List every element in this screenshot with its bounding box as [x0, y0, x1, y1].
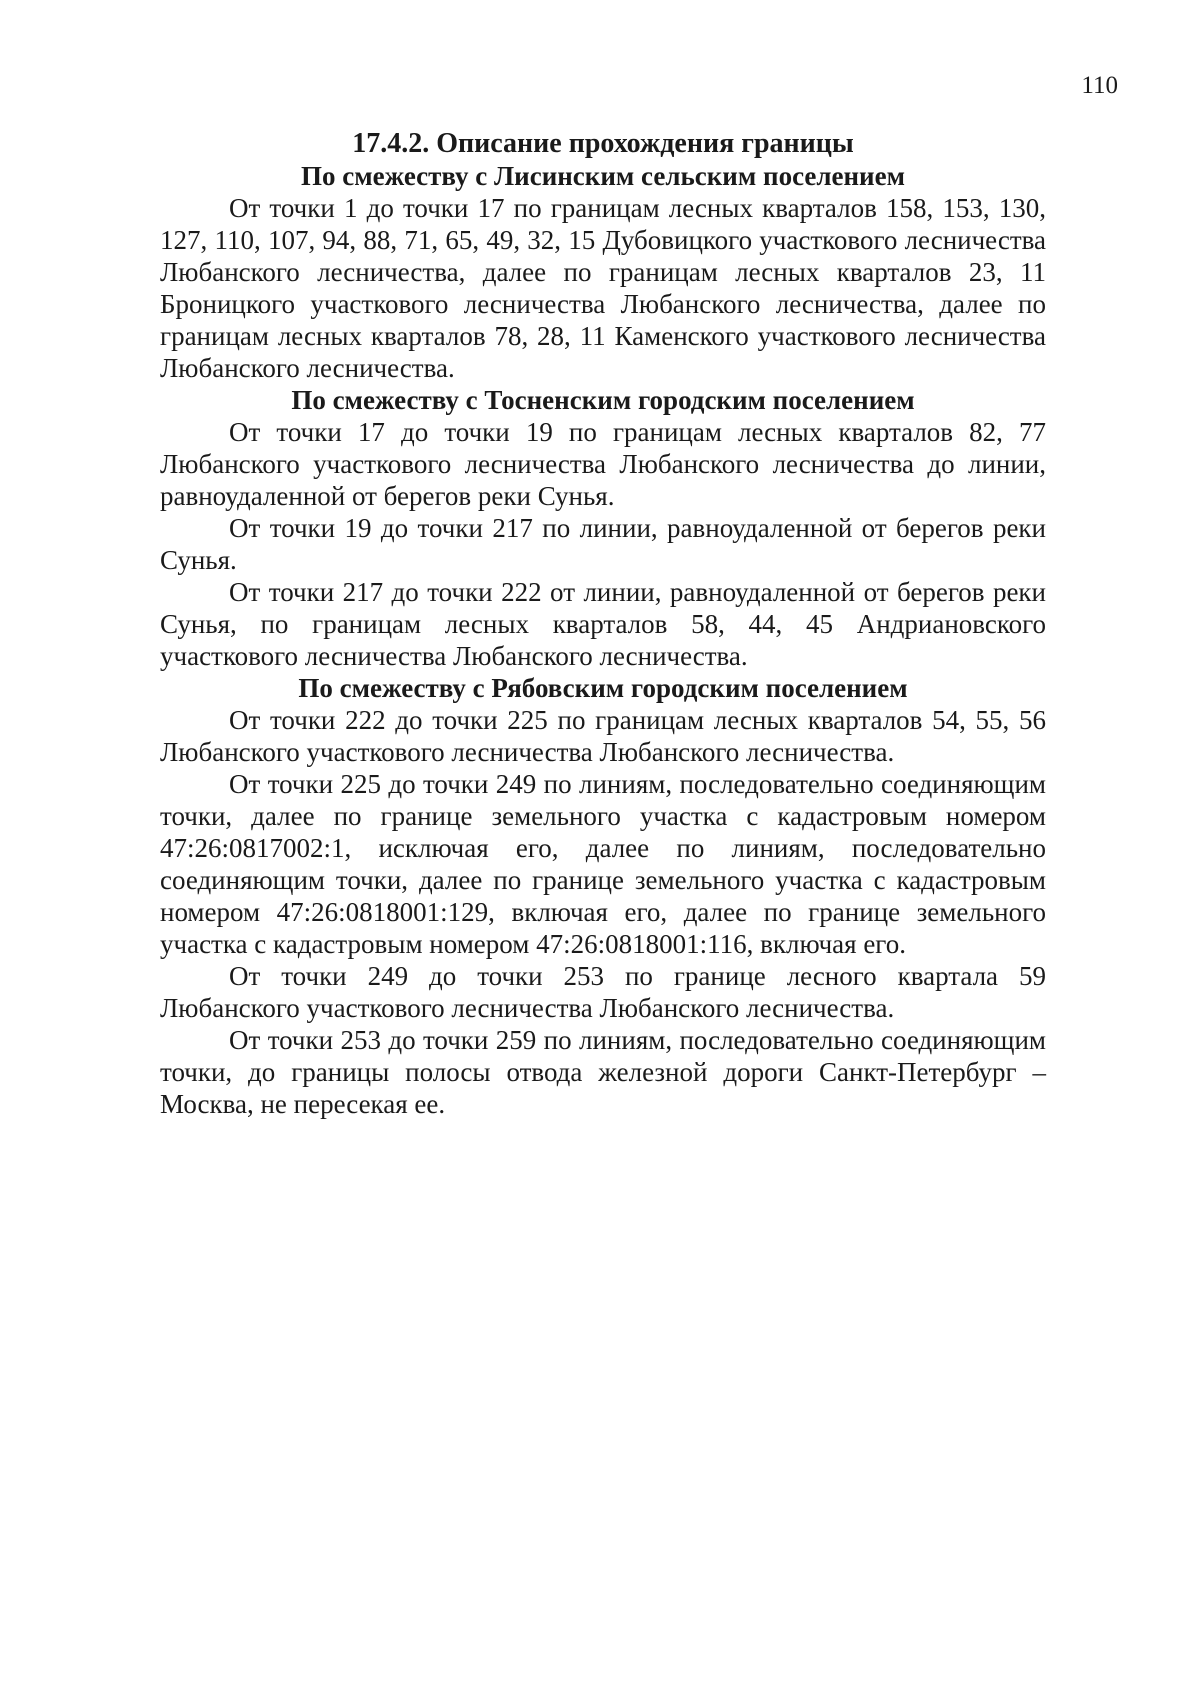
- section-title: 17.4.2. Описание прохождения границы: [352, 128, 854, 159]
- paragraph-tosnenskoe-2: От точки 19 до точки 217 по линии, равноудаленной от берегов реки Сунья.: [160, 513, 1046, 575]
- paragraph-ryabovskoe-1: От точки 222 до точки 225 по границам лесных кварталов 54, 55, 56 Любанского участкового лесничества Любанского лесничества.: [160, 705, 1046, 767]
- paragraph-ryabovskoe-2: От точки 225 до точки 249 по линиям, последовательно соединяющим точки, далее по границе земельного участка с кадастровым номером 47:26:0817002:1, исключая его, далее по линиям, последовательно соединяющим точки, далее по границе земельного участка с кадастровым номером 47:26:0818001:129, включая его, далее по границе земельного участка с кадастровым номером 47:26:0818001:116, включая его.: [160, 769, 1046, 959]
- document-body: [160, 128, 1046, 1120]
- heading-ryabovskoe: По смежеству с Рябовским городским поселением: [298, 673, 908, 703]
- paragraph-lisinskoe-1: От точки 1 до точки 17 по границам лесных кварталов 158, 153, 130, 127, 110, 107, 94, 88, 71, 65, 49, 32, 15 Дубовицкого участкового лесничества Любанского лесничества, далее по границам лесных кварталов 23, 11 Броницкого участкового лесничества Любанского лесничества, далее по границам лесных кварталов 78, 28, 11 Каменского участкового лесничества Любанского лесничества.: [160, 193, 1046, 383]
- page-number: 110: [1081, 72, 1118, 99]
- heading-lisinskoe: По смежеству с Лисинским сельским поселением: [301, 161, 905, 191]
- heading-tosnenskoe: По смежеству с Тосненским городским поселением: [291, 385, 915, 415]
- paragraph-tosnenskoe-3: От точки 217 до точки 222 от линии, равноудаленной от берегов реки Сунья, по границам лесных кварталов 58, 44, 45 Андриановского участкового лесничества Любанского лесничества.: [160, 577, 1046, 671]
- paragraph-ryabovskoe-4: От точки 253 до точки 259 по линиям, последовательно соединяющим точки, до границы полосы отвода железной дороги Санкт-Петербург – Москва, не пересекая ее.: [160, 1025, 1046, 1119]
- paragraph-ryabovskoe-3: От точки 249 до точки 253 по границе лесного квартала 59 Любанского участкового лесничества Любанского лесничества.: [160, 961, 1046, 1023]
- paragraph-tosnenskoe-1: От точки 17 до точки 19 по границам лесных кварталов 82, 77 Любанского участкового лесничества Любанского лесничества до линии, равноудаленной от берегов реки Сунья.: [160, 417, 1046, 511]
